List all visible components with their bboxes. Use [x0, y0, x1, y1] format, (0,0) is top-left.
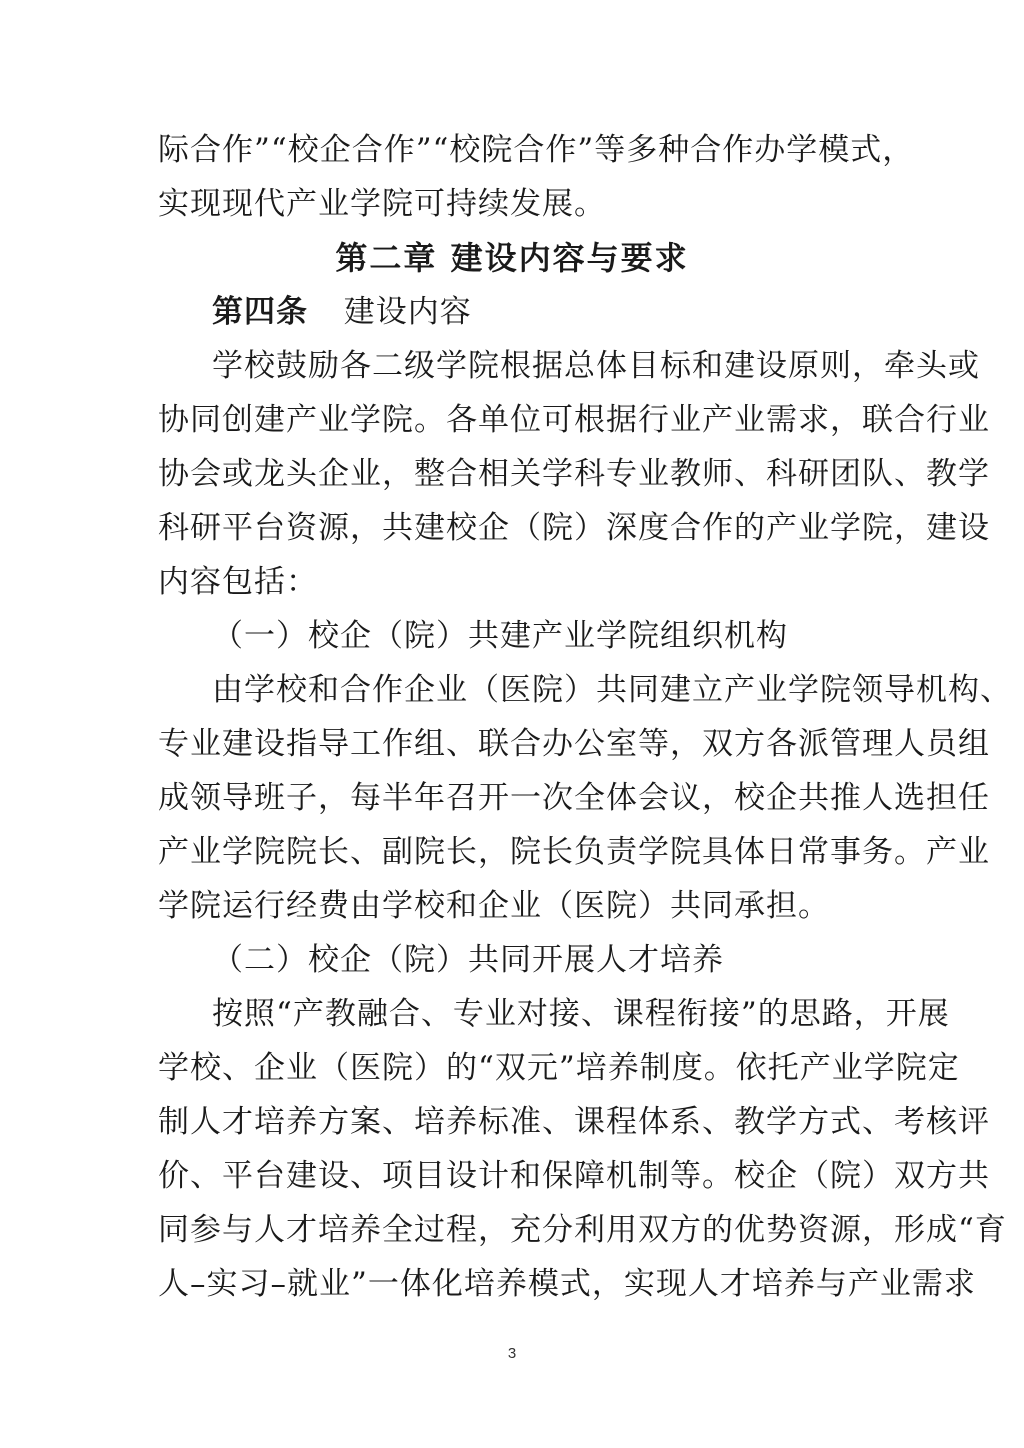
page-number: 3 — [507, 1345, 517, 1362]
section-1-body-line: 由学校和合作企业（医院）共同建立产业学院领导机构、 — [212, 672, 1012, 708]
article-heading — [212, 292, 870, 332]
section-2-body-line: 人–实习–就业”一体化培养模式，实现人才培养与产业需求 — [158, 1266, 976, 1302]
section-heading-2: （二）校企（院）共同开展人才培养 — [212, 942, 724, 978]
section-1-body-line: 学院运行经费由学校和企业（医院）共同承担。 — [158, 888, 830, 924]
article-label: 第四条 — [212, 294, 308, 330]
section-1-body-line: 产业学院院长、副院长，院长负责学院具体日常事务。产业 — [158, 834, 990, 870]
article-body-line: 协同创建产业学院。各单位可根据行业产业需求，联合行业 — [158, 402, 990, 438]
article-body-line: 内容包括： — [158, 564, 318, 600]
intro-line-2: 实现现代产业学院可持续发展。 — [158, 186, 606, 222]
section-1-body-line: 成领导班子，每半年召开一次全体会议，校企共推人选担任 — [158, 780, 990, 816]
section-2-body-line: 价、平台建设、项目设计和保障机制等。校企（院）双方共 — [158, 1158, 990, 1194]
section-2-body-line: 制人才培养方案、培养标准、课程体系、教学方式、考核评 — [158, 1104, 990, 1140]
article-title: 建设内容 — [343, 294, 472, 330]
article-body-line: 科研平台资源，共建校企（院）深度合作的产业学院，建设 — [158, 510, 990, 546]
section-heading-1: （一）校企（院）共建产业学院组织机构 — [212, 618, 788, 654]
article-body-line: 学校鼓励各二级学院根据总体目标和建设原则，牵头或 — [212, 348, 980, 384]
article-body-line: 协会或龙头企业，整合相关学科专业教师、科研团队、教学 — [158, 456, 990, 492]
section-2-body-line: 按照“产教融合、专业对接、课程衔接”的思路，开展 — [212, 996, 950, 1032]
section-1-body-line: 专业建设指导工作组、联合办公室等，双方各派管理人员组 — [158, 726, 990, 762]
section-2-body-line: 学校、企业（医院）的“双元”培养制度。依托产业学院定 — [158, 1050, 960, 1086]
section-2-body-line: 同参与人才培养全过程，充分利用双方的优势资源，形成“育 — [158, 1212, 1007, 1248]
intro-line-1: 际合作”“校企合作”“校院合作”等多种合作办学模式， — [158, 132, 915, 168]
chapter-heading: 第二章 建设内容与要求 — [335, 239, 689, 277]
